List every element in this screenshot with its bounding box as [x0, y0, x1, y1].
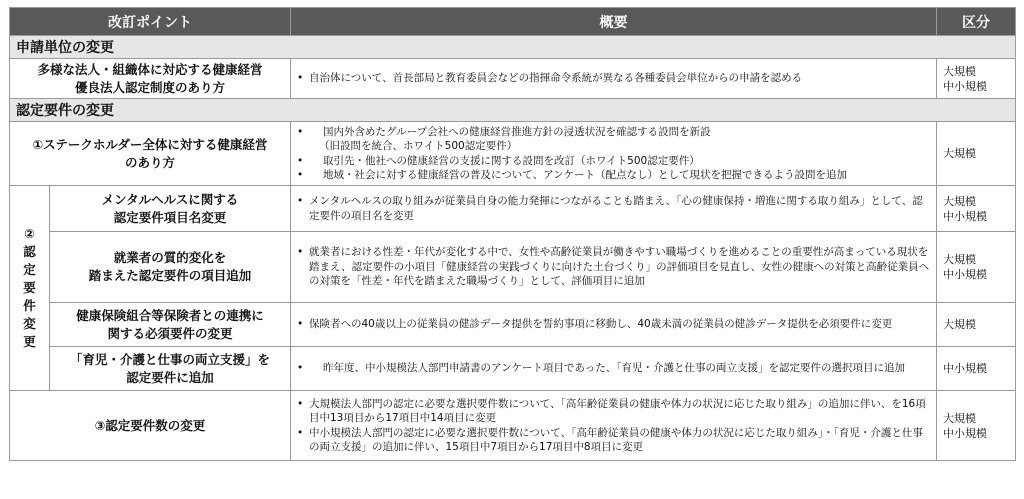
bullet-item: • メンタルヘルスの取り組みが従業員自身の能力発揮につながることも踏まえ、「心の健康保持・増進に関する取り組み」として、認定要件の項目名を変更: [295, 194, 932, 223]
table-row: [10, 232, 1016, 303]
table-row: [10, 186, 1016, 232]
point-cell: ③認定要件数の変更: [10, 391, 291, 461]
table-row: [10, 122, 1016, 186]
bullet-item: • 保険者への40歳以上の従業員の健診データ提供を誓約事項に移動し、40歳未満の従業員の健診データ提供を必須要件に変更: [295, 317, 932, 332]
point-cell: 就業者の質的変化を 踏まえた認定要件の項目追加: [50, 232, 291, 303]
group-label-requirement-change: ② 認 定 要 件 変 更: [10, 186, 50, 391]
section-title-application: 申請単位の変更: [10, 36, 1016, 59]
header-row: [10, 8, 1016, 36]
table-row: [10, 59, 1016, 99]
scale-cell: 大規模 中小規模: [937, 186, 1016, 232]
bullet-item: • 自治体について、首長部局と教育委員会などの指揮命令系統が異なる各種委員会単位からの申請を認める: [295, 71, 932, 86]
scale-cell: 大規模 中小規模: [937, 59, 1016, 99]
summary-cell: [291, 347, 937, 391]
revision-table: [9, 7, 1016, 461]
section-row-requirements: [10, 99, 1016, 122]
summary-cell: [291, 232, 937, 303]
scale-cell: 大規模 中小規模: [937, 391, 1016, 461]
table-row: [10, 303, 1016, 347]
section-title-requirements: 認定要件の変更: [10, 99, 1016, 122]
point-cell: 多様な法人・組織体に対応する健康経営 優良法人認定制度のあり方: [10, 59, 291, 99]
point-cell: メンタルヘルスに関する 認定要件項目名変更: [50, 186, 291, 232]
bullet-item: • 取引先・他社への健康経営の支援に関する設問を改訂（ホワイト500認定要件）: [295, 154, 932, 169]
summary-cell: [291, 391, 937, 461]
bullet-item: • 昨年度、中小規模法人部門申請書のアンケート項目であった、「育児・介護と仕事の両立支援」を認定要件の選択項目に追加: [295, 361, 932, 376]
scale-cell: 大規模: [937, 303, 1016, 347]
summary-cell: [291, 186, 937, 232]
scale-cell: 大規模: [937, 122, 1016, 186]
summary-cell: [291, 59, 937, 99]
point-cell: 健康保険組合等保険者との連携に 関する必須要件の変更: [50, 303, 291, 347]
scale-cell: 中小規模: [937, 347, 1016, 391]
header-category: 区分: [937, 8, 1016, 36]
bullet-item: • 地域・社会に対する健康経営の普及について、アンケート（配点なし）として現状を把握できるよう設問を追加: [295, 168, 932, 183]
header-summary: 概要: [291, 8, 937, 36]
summary-cell: [291, 122, 937, 186]
bullet-item-continued: （旧設問を統合、ホワイト500認定要件）: [319, 140, 518, 152]
table-row: [10, 391, 1016, 461]
point-cell: ①ステークホルダー全体に対する健康経営 のあり方: [10, 122, 291, 186]
header-point: 改訂ポイント: [10, 8, 291, 36]
bullet-item: • 国内外含めたグループ会社への健康経営推進方針の浸透状況を確認する設問を新設: [295, 125, 932, 140]
bullet-item: • 中小規模法人部門の認定に必要な選択要件数について、「高年齢従業員の健康や体力の状況に応じた取り組み」・「育児・介護と仕事の両立支援」の追加に伴い、15項目中7項目から17項目中8項目に変更: [295, 426, 932, 455]
section-row-application: [10, 36, 1016, 59]
scale-cell: 大規模 中小規模: [937, 232, 1016, 303]
point-cell: 「育児・介護と仕事の両立支援」を 認定要件に追加: [50, 347, 291, 391]
summary-cell: [291, 303, 937, 347]
bullet-item: • 大規模法人部門の認定に必要な選択要件数について、「高年齢従業員の健康や体力の状況に応じた取り組み」の追加に伴い、を16項目中13項目から17項目中14項目に変更: [295, 397, 932, 426]
bullet-item: • 就業者における性差・年代が変化する中で、女性や高齢従業員が働きやすい職場づくりを進めることの重要性が高まっている現状を踏まえ、認定要件の小項目「健康経営の実践づくりに向けた土台づくり」の評価項目を見直し、女性の健康への対策と高齢従業員への対策を「性差・年代を踏まえた職場づくり」として、評価項目に追加: [295, 245, 932, 289]
table-row: [10, 347, 1016, 391]
